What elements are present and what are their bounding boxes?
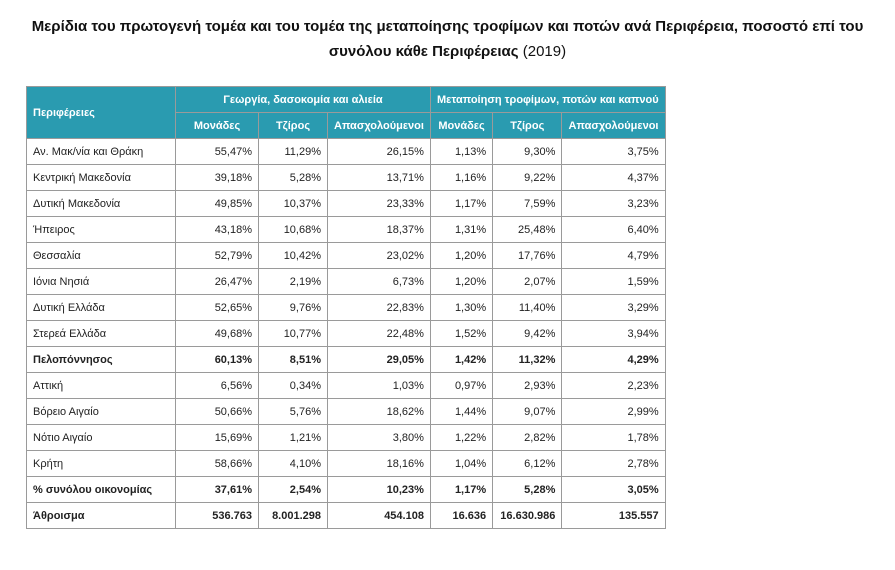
value-cell: 9,07%: [493, 399, 562, 425]
value-cell: 0,34%: [259, 373, 328, 399]
region-name-cell: Βόρειο Αιγαίο: [27, 399, 176, 425]
table-row: [27, 139, 666, 165]
value-cell: 10,37%: [259, 191, 328, 217]
value-cell: 23,33%: [328, 191, 431, 217]
value-cell: 3,05%: [562, 477, 665, 503]
value-cell: 22,48%: [328, 321, 431, 347]
value-cell: 1,52%: [430, 321, 492, 347]
value-cell: 2,93%: [493, 373, 562, 399]
agri-employees-header: Απασχολούμενοι: [328, 113, 431, 139]
value-cell: 1,04%: [430, 451, 492, 477]
region-name-cell: Κεντρική Μακεδονία: [27, 165, 176, 191]
value-cell: 536.763: [176, 503, 259, 529]
agriculture-group-header: Γεωργία, δασοκομία και αλιεία: [176, 87, 431, 113]
value-cell: 454.108: [328, 503, 431, 529]
region-name-cell: Στερεά Ελλάδα: [27, 321, 176, 347]
region-column-header: Περιφέρειες: [27, 87, 176, 139]
value-cell: 60,13%: [176, 347, 259, 373]
value-cell: 2,07%: [493, 269, 562, 295]
value-cell: 1,59%: [562, 269, 665, 295]
value-cell: 1,16%: [430, 165, 492, 191]
region-name-cell: % συνόλου οικονομίας: [27, 477, 176, 503]
value-cell: 1,31%: [430, 217, 492, 243]
title-year: (2019): [518, 43, 567, 60]
value-cell: 4,79%: [562, 243, 665, 269]
value-cell: 10,23%: [328, 477, 431, 503]
table-row: [27, 191, 666, 217]
table-row: [27, 503, 666, 529]
value-cell: 52,65%: [176, 295, 259, 321]
value-cell: 2,19%: [259, 269, 328, 295]
value-cell: 1,20%: [430, 269, 492, 295]
value-cell: 9,76%: [259, 295, 328, 321]
value-cell: 22,83%: [328, 295, 431, 321]
region-name-cell: Πελοπόννησος: [27, 347, 176, 373]
value-cell: 2,54%: [259, 477, 328, 503]
value-cell: 1,30%: [430, 295, 492, 321]
region-name-cell: Ιόνια Νησιά: [27, 269, 176, 295]
value-cell: 1,17%: [430, 477, 492, 503]
value-cell: 2,82%: [493, 425, 562, 451]
region-name-cell: Αν. Μακ/νία και Θράκη: [27, 139, 176, 165]
value-cell: 18,37%: [328, 217, 431, 243]
region-name-cell: Άθροισμα: [27, 503, 176, 529]
value-cell: 13,71%: [328, 165, 431, 191]
food-turnover-header: Τζίρος: [493, 113, 562, 139]
table-row: [27, 269, 666, 295]
value-cell: 3,94%: [562, 321, 665, 347]
value-cell: 11,29%: [259, 139, 328, 165]
regional-shares-table: [26, 86, 666, 529]
value-cell: 9,22%: [493, 165, 562, 191]
value-cell: 18,62%: [328, 399, 431, 425]
value-cell: 39,18%: [176, 165, 259, 191]
region-name-cell: Κρήτη: [27, 451, 176, 477]
value-cell: 0,97%: [430, 373, 492, 399]
value-cell: 1,78%: [562, 425, 665, 451]
value-cell: 23,02%: [328, 243, 431, 269]
value-cell: 15,69%: [176, 425, 259, 451]
value-cell: 18,16%: [328, 451, 431, 477]
table-row: [27, 451, 666, 477]
table-row: [27, 425, 666, 451]
value-cell: 10,42%: [259, 243, 328, 269]
value-cell: 10,77%: [259, 321, 328, 347]
table-row: [27, 399, 666, 425]
value-cell: 2,99%: [562, 399, 665, 425]
value-cell: 5,28%: [259, 165, 328, 191]
value-cell: 1,03%: [328, 373, 431, 399]
value-cell: 49,68%: [176, 321, 259, 347]
region-name-cell: Δυτική Μακεδονία: [27, 191, 176, 217]
value-cell: 25,48%: [493, 217, 562, 243]
value-cell: 135.557: [562, 503, 665, 529]
value-cell: 26,47%: [176, 269, 259, 295]
table-row: [27, 373, 666, 399]
value-cell: 29,05%: [328, 347, 431, 373]
value-cell: 3,75%: [562, 139, 665, 165]
value-cell: 17,76%: [493, 243, 562, 269]
value-cell: 5,28%: [493, 477, 562, 503]
value-cell: 1,42%: [430, 347, 492, 373]
value-cell: 6,56%: [176, 373, 259, 399]
food-processing-group-header: Μεταποίηση τροφίμων, ποτών και καπνού: [430, 87, 665, 113]
value-cell: 11,40%: [493, 295, 562, 321]
value-cell: 4,29%: [562, 347, 665, 373]
value-cell: 9,42%: [493, 321, 562, 347]
region-name-cell: Δυτική Ελλάδα: [27, 295, 176, 321]
value-cell: 1,13%: [430, 139, 492, 165]
value-cell: 6,73%: [328, 269, 431, 295]
region-name-cell: Αττική: [27, 373, 176, 399]
food-employees-header: Απασχολούμενοι: [562, 113, 665, 139]
agri-turnover-header: Τζίρος: [259, 113, 328, 139]
value-cell: 8.001.298: [259, 503, 328, 529]
page-title: [0, 14, 895, 64]
value-cell: 49,85%: [176, 191, 259, 217]
value-cell: 9,30%: [493, 139, 562, 165]
value-cell: 1,17%: [430, 191, 492, 217]
food-units-header: Μονάδες: [430, 113, 492, 139]
value-cell: 5,76%: [259, 399, 328, 425]
value-cell: 55,47%: [176, 139, 259, 165]
table-row: [27, 321, 666, 347]
value-cell: 4,10%: [259, 451, 328, 477]
value-cell: 1,22%: [430, 425, 492, 451]
table-row: [27, 477, 666, 503]
value-cell: 58,66%: [176, 451, 259, 477]
value-cell: 10,68%: [259, 217, 328, 243]
value-cell: 16.636: [430, 503, 492, 529]
table-row: [27, 165, 666, 191]
value-cell: 16.630.986: [493, 503, 562, 529]
value-cell: 52,79%: [176, 243, 259, 269]
value-cell: 6,40%: [562, 217, 665, 243]
table-row: [27, 243, 666, 269]
table-row: [27, 347, 666, 373]
table-body: [27, 139, 666, 529]
value-cell: 1,20%: [430, 243, 492, 269]
title-main: Μερίδια του πρωτογενή τομέα και του τομέα της μεταποίησης τροφίμων και ποτών ανά Περιφέρεια, ποσοστό επί του συνόλου κάθε Περιφέρειας: [31, 18, 864, 60]
value-cell: 4,37%: [562, 165, 665, 191]
value-cell: 8,51%: [259, 347, 328, 373]
region-name-cell: Θεσσαλία: [27, 243, 176, 269]
value-cell: 2,78%: [562, 451, 665, 477]
table-row: [27, 217, 666, 243]
value-cell: 1,21%: [259, 425, 328, 451]
value-cell: 6,12%: [493, 451, 562, 477]
value-cell: 2,23%: [562, 373, 665, 399]
agri-units-header: Μονάδες: [176, 113, 259, 139]
value-cell: 26,15%: [328, 139, 431, 165]
value-cell: 3,80%: [328, 425, 431, 451]
value-cell: 1,44%: [430, 399, 492, 425]
value-cell: 43,18%: [176, 217, 259, 243]
value-cell: 11,32%: [493, 347, 562, 373]
value-cell: 3,23%: [562, 191, 665, 217]
table-row: [27, 295, 666, 321]
region-name-cell: Νότιο Αιγαίο: [27, 425, 176, 451]
value-cell: 3,29%: [562, 295, 665, 321]
region-name-cell: Ήπειρος: [27, 217, 176, 243]
value-cell: 7,59%: [493, 191, 562, 217]
value-cell: 50,66%: [176, 399, 259, 425]
value-cell: 37,61%: [176, 477, 259, 503]
